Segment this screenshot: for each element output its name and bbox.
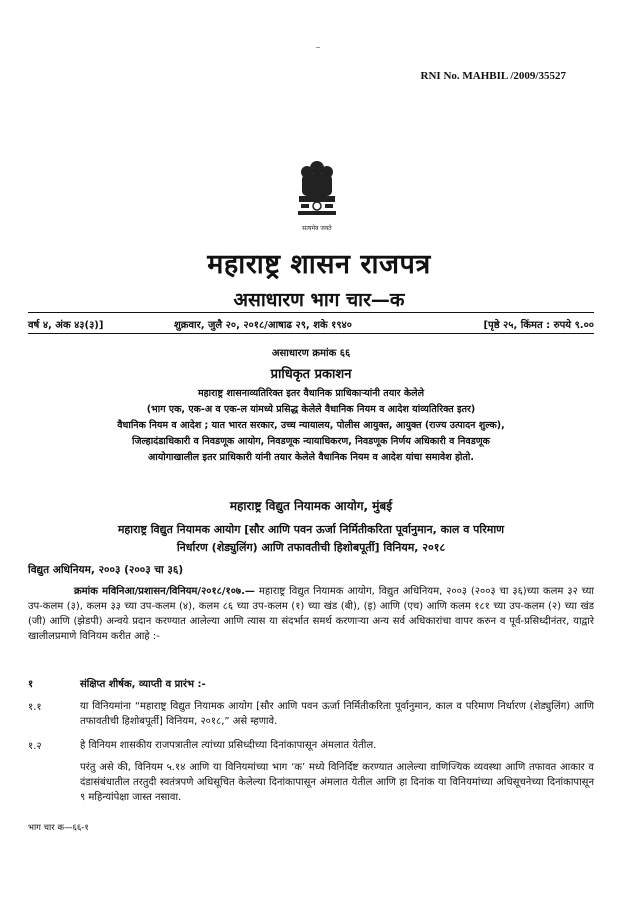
desc-line: जिल्हादंडाधिकारी व निवडणूक आयोग, निवडणूक न्यायाधिकरण, निवडणूक निर्णय अधिकारी व निवडणूक [132,436,490,447]
authorized-publication: प्राधिकृत प्रकाशन [270,367,352,382]
regulation-title-line: महाराष्ट्र विद्युत नियामक आयोग [सौर आणि पवन ऊर्जा निर्मितीकरिता पूर्वानुमान, काल व परिमाण [117,523,505,536]
clause-1-1-text: या विनियमांना “महाराष्ट्र विद्युत नियामक आयोग [सौर आणि पवन ऊर्जा निर्मितीकरिता पूर्वानुमान, काल व परिमाण निर्धारण (शेड्युलिंग) आणि तफावतीची हिशोबपूर्ती] विनियम, २०१८,” असे म्हणावे. [80,701,594,727]
desc-line: वैधानिक नियम व आदेश ; यात भारत सरकार, उच्च न्यायालय, पोलीस आयुक्त, आयुक्त (राज्य उत्पादन शुल्क), [117,420,505,431]
rni-number: RNI No. MAHBIL /2009/35527 [420,70,566,82]
top-rule [28,312,594,313]
section-1-title: संक्षिप्त शीर्षक, व्याप्ती व प्रारंभ :- [80,679,206,690]
order-number: क्रमांक मविनिआ/प्रशासन/विनियम/२०१८/१०७.— [74,586,255,597]
clause-1-2-proviso: परंतु असे की, विनियम ५.१४ आणि या विनियमांच्या भाग ‘क’ मध्ये विनिर्दिष्ट करण्यात आलेल्या वाणिज्यिक व्यवस्था आणि तफावत आकार व दंडासंबंधातील तरतुदी स्वतंत्रपणे अधिसूचित केलेल्या दिनांकापासून अंमलात येतील आणि हा दिनांक या विनियमांच्या अधिसूचनेच्या दिनांकापासून ९ महिन्यांपेक्षा जास्त नसावा. [80,762,594,803]
bottom-rule [28,333,594,334]
top-mark [316,47,320,48]
page-footer: भाग चार क—६६-१ [28,823,89,833]
clause-1-1-number: १.१ [28,702,42,713]
gazette-title: महाराष्ट्र शासन राजपत्र [207,249,431,280]
emblem-motto: सत्यमेव जयते [302,225,332,232]
act-reference: विद्युत अधिनियम, २००३ (२००३ चा ३६) [28,564,184,576]
preamble [28,584,594,644]
section-1-number: १ [28,679,34,690]
state-emblem [292,158,342,236]
commission-name: महाराष्ट्र विद्युत नियामक आयोग, मुंबई [229,499,393,513]
regulation-title-line: निर्धारण (शेड्युलिंग) आणि तफावतीची हिशोबपूर्ती] विनियम, २०१८ [176,541,446,554]
regulation-title [28,521,594,557]
extraordinary-number: असाधारण क्रमांक ६६ [271,348,351,359]
gazette-subtitle: असाधारण भाग चार—क [233,289,405,311]
issue-date: शुक्रवार, जुलै २०, २०१८/आषाढ २९, शके १९४० [174,320,352,331]
volume-info: वर्ष ४, अंक ४३(३)] [28,320,104,331]
desc-line: महाराष्ट्र शासनाव्यतिरिक्त इतर वैधानिक प्राधिकाऱ्यांनी तयार केलेले [197,388,425,399]
clause-1-2-text: हे विनियम शासकीय राजपत्रातील त्यांच्या प्रसिध्दीच्या दिनांकापासून अंमलात येतील. [80,740,377,751]
lion-capital-icon [292,158,342,236]
publication-description [28,386,594,466]
preamble-text: महाराष्ट्र विद्युत नियामक आयोग, विद्युत अधिनियम, २००३ (२००३ चा ३६)च्या कलम ३२ च्या उप-कलम (३), कलम ३३ च्या उप-कलम (४), कलम ८६ च्या उप-कलम (१) च्या खंड (बी), (इ) आणि (एच) आणि कलम १८१ च्या उप-कलम (२) च्या खंड (जी) आणि (झेडपी) अन्वये प्रदान करण्यात आलेल्या आणि त्यास या संदर्भात समर्थ करणाऱ्या अन्य सर्व अधिकारांचा वापर करुन व पूर्व-प्रसिध्दीनंतर, याद्वारे खालीलप्रमाणे विनियम करीत आहे :- [28,586,594,642]
desc-line: (भाग एक, एक-अ व एक-ल यांमध्ये प्रसिद्ध केलेले वैधानिक नियम व आदेश यांव्यतिरिक्त इतर) [146,404,476,415]
clause-1-2-number: १.२ [28,741,42,752]
page-price: [पृष्ठे २५, किंमत : रुपये ९.०० [483,320,594,331]
desc-line: आयोगाखालील इतर प्राधिकारी यांनी तयार केलेले वैधानिक नियम व आदेश यांचा समावेश होतो. [148,452,474,463]
